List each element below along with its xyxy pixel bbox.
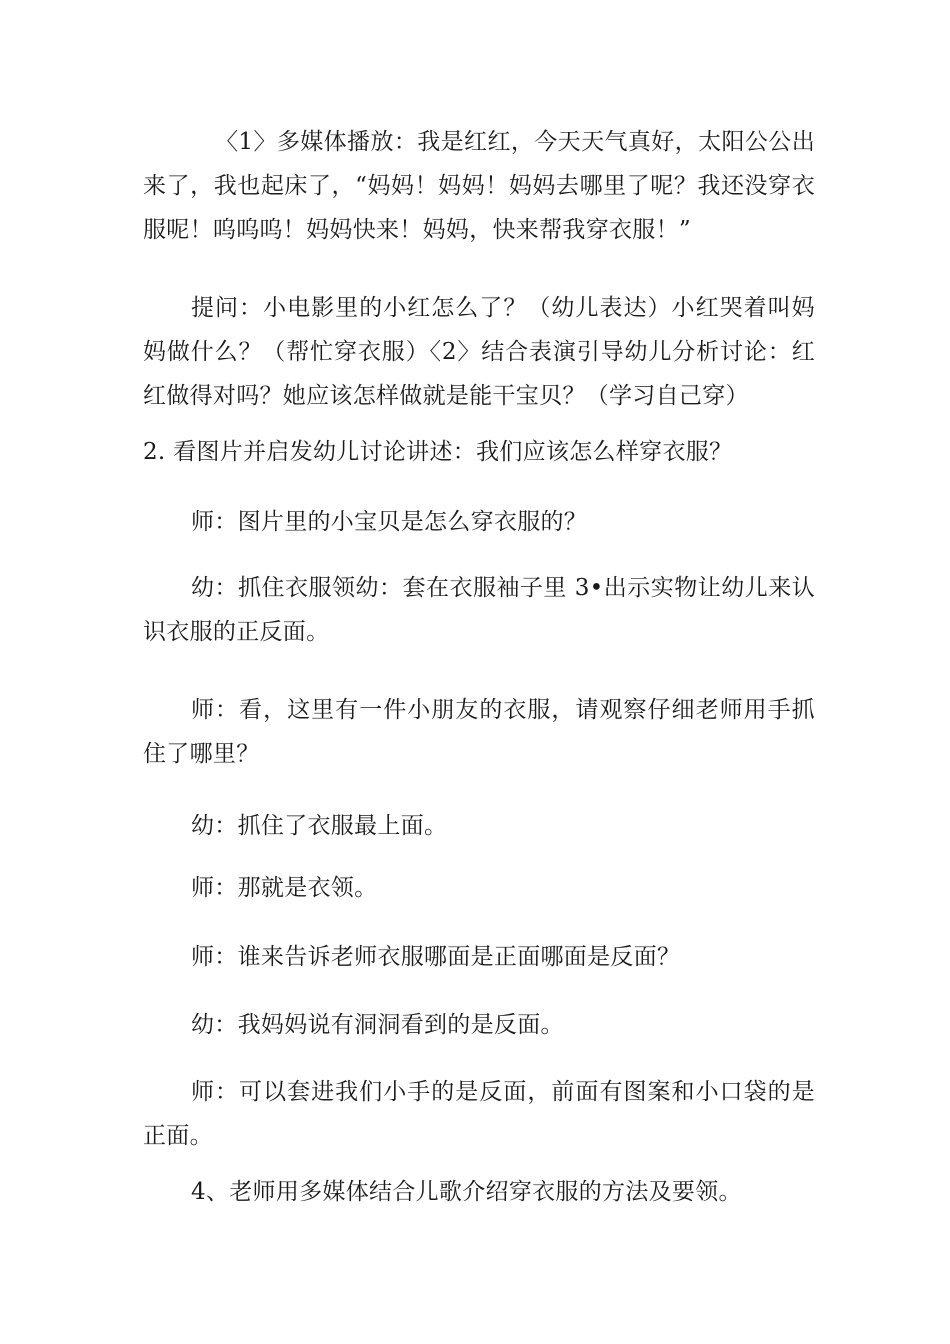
paragraph-child-1: 幼：抓住衣服领幼：套在衣服袖子里 3•出示实物让幼儿来认识衣服的正反面。 <box>143 575 815 645</box>
paragraph-step-2: 2. 看图片并启发幼儿讨论讲述：我们应该怎么样穿衣服？ <box>143 439 733 465</box>
paragraph-teacher-3: 师：那就是衣领。 <box>191 875 378 901</box>
paragraph-teacher-1: 师：图片里的小宝贝是怎么穿衣服的？ <box>191 509 588 535</box>
paragraph-child-3: 幼：我妈妈说有洞洞看到的是反面。 <box>191 1012 564 1038</box>
paragraph-teacher-5: 师：可以套进我们小手的是反面，前面有图案和小口袋的是正面。 <box>143 1079 815 1149</box>
paragraph-multimedia-play: 〈1〉多媒体播放：我是红红，今天天气真好，太阳公公出来了，我也起床了，“妈妈！妈妈！妈妈去哪里了呢？我还没穿衣服呢！呜呜呜！妈妈快来！妈妈，快来帮我穿衣服！” <box>143 129 815 243</box>
paragraph-teacher-4: 师：谁来告诉老师衣服哪面是正面哪面是反面？ <box>191 944 681 970</box>
paragraph-step-4: 4、老师用多媒体结合儿歌介绍穿衣服的方法及要领。 <box>191 1179 742 1205</box>
paragraph-child-2: 幼：抓住了衣服最上面。 <box>191 813 448 839</box>
paragraph-teacher-2: 师：看，这里有一件小朋友的衣服，请观察仔细老师用手抓住了哪里？ <box>143 697 815 767</box>
paragraph-question: 提问：小电影里的小红怎么了？（幼儿表达）小红哭着叫妈妈做什么？（帮忙穿衣服）〈2〉结合表演引导幼儿分析讨论：红红做得对吗？她应该怎样做就是能干宝贝？（学习自己穿） <box>143 295 815 409</box>
